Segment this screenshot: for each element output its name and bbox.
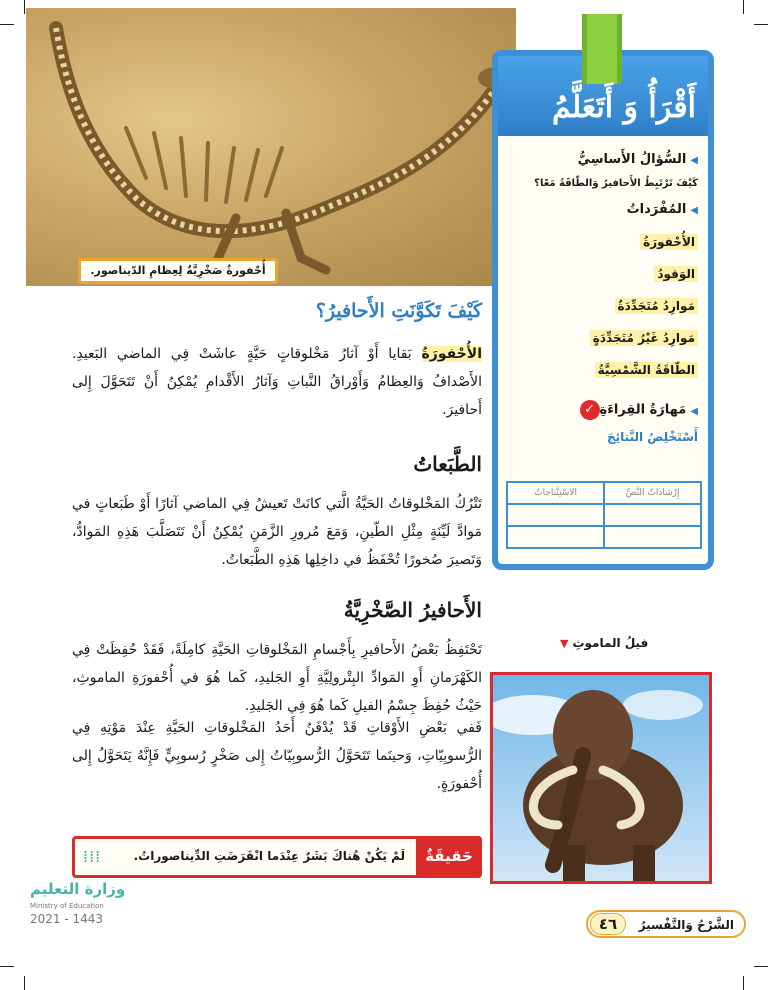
crop-mark bbox=[24, 976, 25, 990]
section-heading-rock-fossils: الأَحافيرُ الصَّخْرِيَّةُ bbox=[343, 598, 482, 622]
section-heading-how-fossils-formed: كَيْفَ تَكَوَّنَتِ الأَحافيرُ؟ bbox=[315, 300, 482, 322]
triangle-bullet-icon: ◀ bbox=[690, 155, 698, 166]
down-triangle-icon: ▼ bbox=[560, 637, 569, 650]
crop-mark bbox=[743, 976, 744, 990]
table-cell bbox=[604, 504, 701, 526]
table-cell bbox=[507, 526, 604, 548]
fact-box bbox=[72, 836, 482, 878]
term-fossil: الأُحْفورَةُ bbox=[421, 346, 482, 362]
crop-mark bbox=[754, 24, 768, 25]
crop-mark bbox=[0, 966, 14, 967]
table-cell bbox=[507, 504, 604, 526]
triangle-bullet-icon: ◀ bbox=[690, 405, 698, 417]
edition-year: 2021 - 1443 bbox=[30, 912, 104, 926]
panel-title: أَقْرَأُ وَ أَتَعَلَّمُ bbox=[552, 90, 696, 125]
vocab-item: الوَقودُ bbox=[654, 266, 698, 282]
ministry-logo-arabic: وزارة التعليم bbox=[30, 880, 126, 898]
vocab-item: مَوارِدُ غَيْرُ مُتَجَدِّدَةٍ bbox=[590, 330, 698, 346]
crop-mark bbox=[24, 0, 25, 14]
crop-mark bbox=[754, 966, 768, 967]
section-heading-imprints: الطَّبَعاتُ bbox=[413, 452, 482, 476]
essential-question-heading: ◀السُّؤالُ الأَساسِيُّ bbox=[577, 152, 698, 167]
triangle-bullet-icon: ◀ bbox=[690, 205, 698, 216]
dots-decoration-icon: ⁞⁞⁞ bbox=[83, 847, 102, 866]
fossil-definition-paragraph: الأُحْفورَةُ بَقايا أَوْ آثارُ مَخْلوقاتٍ حَيَّةٍ عاشَتْ فِي الماضي البَعيدِ. الأَصْدافُ وَالعِظامُ وَأَوْراقُ النَّباتِ وَآثارُ الأَقْدامِ يُمْكِنُ أَنْ تَتَحَوَّلَ إِلى أَحافيرَ. bbox=[72, 346, 482, 418]
rock-fossils-paragraph-1: تَحْتَفِظُ بَعْضُ الأَحافيرِ بِأَجْسامِ المَخْلوقاتِ الحَيَّةِ كامِلَةً، فَقَدْ حُفِظَتْ فِي الكَهْرَمانِ أَوِ المَوادِّ البِتْرولِيَّةِ أَوِ الجَليدِ، كَما هُوَ في أُحْفورَةِ الماموثِ، حَيْثُ حُفِظَ جِسْمُ الفيلِ كَما هُوَ فِي الجَليدِ. bbox=[72, 642, 482, 714]
vocabulary-heading: ◀المُفْرَداتُ bbox=[626, 202, 698, 217]
fact-text: لَمْ يَكُنْ هُناكَ بَشَرٌ عِنْدَما انْقَرَضَتِ الدِّيناصوراتُ. bbox=[133, 849, 405, 863]
ministry-logo-english: Ministry of Education bbox=[30, 902, 104, 910]
reading-skill-heading: ◀مَهارَةُ القِراءَةِ✓ bbox=[577, 400, 698, 420]
vocab-item: مَوارِدُ مُتَجَدِّدَةٌ bbox=[615, 298, 698, 314]
fossil-caption: أُحْفورةٌ صَخْرِيَّةٌ لِعِظامِ الدّيناصور. bbox=[78, 258, 278, 284]
checkmark-icon: ✓ bbox=[580, 400, 600, 420]
imprints-paragraph: تَتْرُكُ المَخْلوقاتُ الحَيَّةُ الَّتي كانَتْ تَعيشُ فِي الماضي آثارًا أَوْ طَبَعاتٍ في مَوادَّ لَيِّنَةٍ مِثْلِ الطّينِ، وَمَعَ مُرورِ الزَّمَنِ يُمْكِنُ أَنْ تَتَصَلَّبَ هَذِهِ المَوادُّ، وَتَصيرَ صُخورًا تُحْفَظُ في داخِلِها هَذِهِ الطَّبَعاتُ. bbox=[72, 496, 482, 568]
mammoth-caption: فيلُ الماموثِ▼ bbox=[560, 636, 649, 650]
reading-skill: أَسْتَخْلِصُ النَّتائِجَ bbox=[607, 430, 698, 444]
crop-mark bbox=[0, 24, 14, 25]
page-section-title: الشَّرْحُ وَالتَّفْسيرُ bbox=[638, 918, 734, 932]
table-header-text-clues: إِرْشاداتُ النَّصِّ bbox=[604, 482, 701, 504]
fossil-skeleton-illustration bbox=[26, 8, 516, 286]
table-header-conclusions: الاسْتِنْتاجاتُ bbox=[507, 482, 604, 504]
read-and-learn-panel bbox=[492, 50, 714, 570]
vocab-item: الأُحْفورَةُ bbox=[640, 234, 698, 250]
dinosaur-fossil-photo bbox=[26, 8, 516, 286]
table-cell bbox=[604, 526, 701, 548]
mammoth-illustration bbox=[493, 675, 709, 881]
notes-table bbox=[506, 481, 702, 549]
page-number: ٤٦ bbox=[590, 913, 626, 935]
crop-mark bbox=[743, 0, 744, 14]
mammoth-photo bbox=[490, 672, 712, 884]
page-footer-box bbox=[586, 910, 746, 938]
essential-question: كَيْفَ تَرْتَبِطُ الأَحافيرُ وَالطّاقَةُ مَعًا؟ bbox=[534, 178, 698, 189]
fact-label: حَقيقَةٌ bbox=[416, 836, 482, 878]
vocab-item: الطّاقَةُ الشَّمْسِيَّةُ bbox=[595, 362, 698, 378]
bookmark-ribbon bbox=[582, 14, 622, 84]
rock-fossils-paragraph-2: فَفي بَعْضِ الأَوْقاتِ قَدْ يُدْفَنُ أَحَدُ المَخْلوقاتِ الحَيَّةِ عِنْدَ مَوْتِهِ فِي الرُّسوبِيّاتِ، وَحينَما تَتَحَوَّلُ الرُّسوبِيّاتُ إِلى صَخْرٍ رُسوبِيٍّ فَإِنَّهُ يَتَحَوَّلُ إِلى أُحْفورَةٍ. bbox=[72, 720, 482, 792]
